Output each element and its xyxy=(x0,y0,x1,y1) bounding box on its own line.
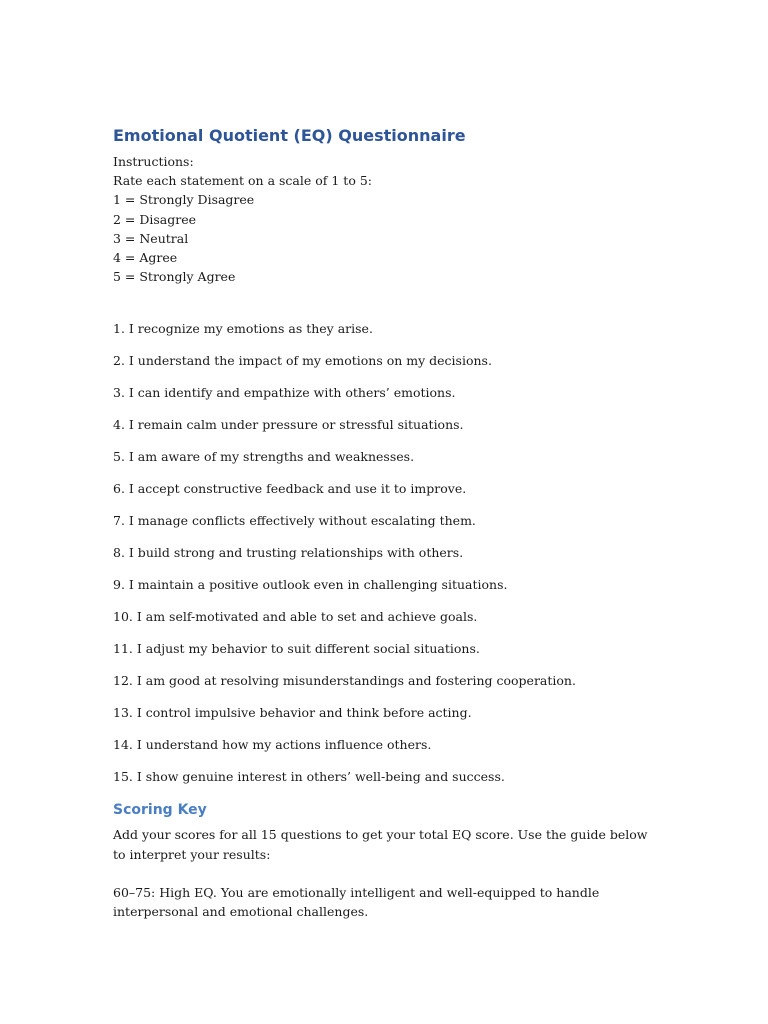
question-item: 4. I remain calm under pressure or stressful situations. xyxy=(113,417,464,433)
scale-item: 5 = Strongly Agree xyxy=(113,269,236,285)
scoring-key-heading: Scoring Key xyxy=(113,802,207,819)
question-item: 9. I maintain a positive outlook even in challenging situations. xyxy=(113,577,508,593)
question-item: 8. I build strong and trusting relationships with others. xyxy=(113,545,464,561)
scoring-instructions: Add your scores for all 15 questions to get your total EQ score. Use the guide below to interpret your results: xyxy=(113,827,648,862)
scale-item: 3 = Neutral xyxy=(113,230,189,246)
question-item: 1. I recognize my emotions as they arise. xyxy=(113,321,373,337)
question-item: 15. I show genuine interest in others’ well-being and success. xyxy=(113,769,505,785)
question-item: 3. I can identify and empathize with others’ emotions. xyxy=(113,385,456,401)
scale-item: 2 = Disagree xyxy=(113,211,197,227)
question-item: 13. I control impulsive behavior and think before acting. xyxy=(113,705,472,721)
question-item: 2. I understand the impact of my emotions on my decisions. xyxy=(113,353,492,369)
question-list xyxy=(113,319,673,786)
question-item: 11. I adjust my behavior to suit different social situations. xyxy=(113,641,480,657)
instructions-block xyxy=(113,152,673,286)
instructions-line: Instructions: xyxy=(113,154,194,169)
question-item: 12. I am good at resolving misunderstandings and fostering cooperation. xyxy=(113,673,576,689)
document-title: Emotional Quotient (EQ) Questionnaire xyxy=(113,126,466,145)
scoring-section xyxy=(113,825,673,921)
scale-item: 1 = Strongly Disagree xyxy=(113,192,255,208)
scale-item: 4 = Agree xyxy=(113,250,178,266)
document-body xyxy=(113,124,673,921)
instructions-line: Rate each statement on a scale of 1 to 5: xyxy=(113,173,372,189)
score-range-item: 60–75: High EQ. You are emotionally intelligent and well-equipped to handle interpersonal and emotional challenges. xyxy=(113,884,600,920)
question-item: 7. I manage conflicts effectively without escalating them. xyxy=(113,513,476,529)
question-item: 14. I understand how my actions influence others. xyxy=(113,737,432,753)
question-item: 10. I am self-motivated and able to set and achieve goals. xyxy=(113,609,478,625)
question-item: 5. I am aware of my strengths and weaknesses. xyxy=(113,449,415,465)
question-item: 6. I accept constructive feedback and use it to improve. xyxy=(113,481,467,497)
